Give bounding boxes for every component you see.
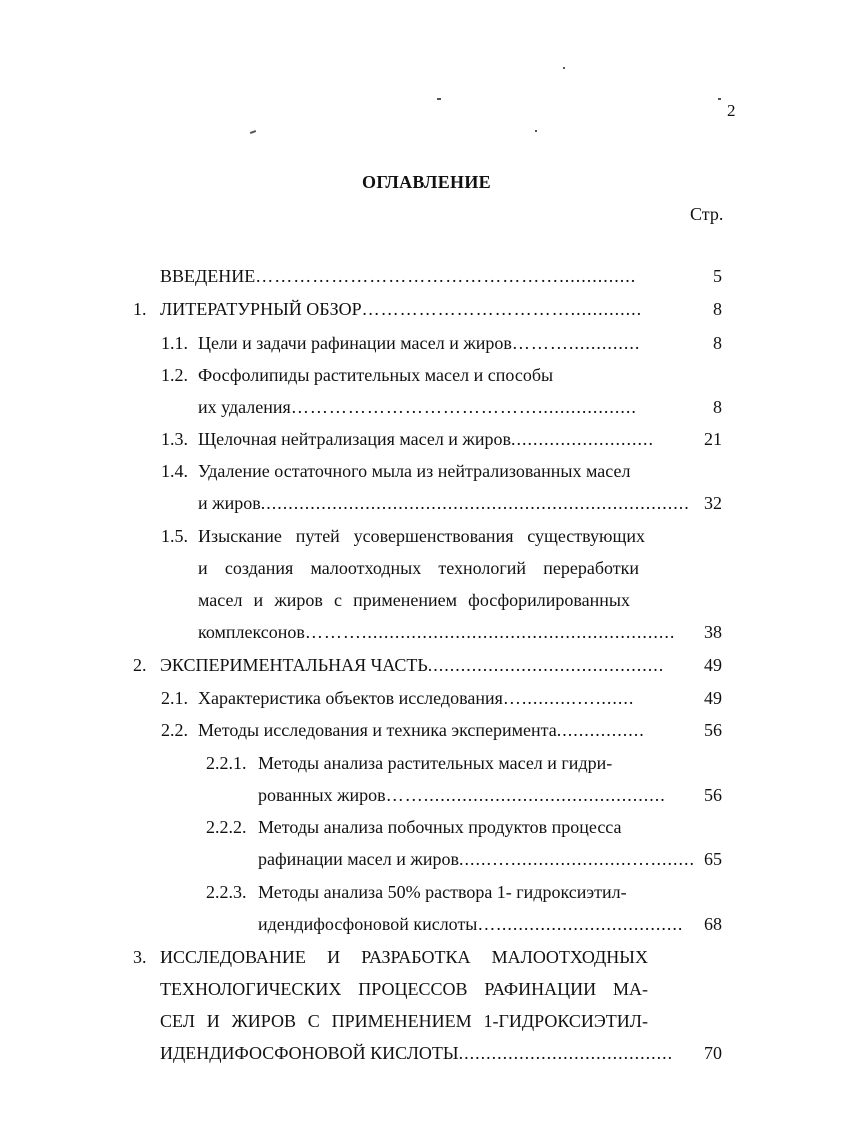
toc-number: 1.5. (161, 526, 188, 546)
toc-entry-text: рованных жиров (258, 785, 386, 805)
toc-entry-line: и создания малоотходных технологий переработки (198, 558, 639, 578)
toc-leader: ……………………………............. (361, 299, 643, 319)
toc-entry-line: Удаление остаточного мыла из нейтрализованных масел (198, 461, 631, 481)
toc-leader: .......................... (511, 429, 655, 449)
toc-entry-text: Методы исследования и техника эксперимента (198, 720, 557, 740)
toc-entry-text: Характеристика объектов исследования (198, 688, 503, 708)
toc-entry-line: СЕЛ И ЖИРОВ С ПРИМЕНЕНИЕМ 1-ГИДРОКСИЭТИЛ- (160, 1011, 648, 1031)
toc-number: 1.2. (161, 365, 188, 385)
toc-number: 1. (133, 299, 147, 319)
toc-page: 8 (713, 333, 722, 353)
toc-entry-text: и жиров (198, 493, 261, 513)
toc-leader: ......…......................…........ (458, 849, 695, 869)
toc-page: 8 (713, 299, 722, 319)
toc-page: 49 (704, 655, 722, 675)
toc-number: 2.1. (161, 688, 188, 708)
toc-number: 1.4. (161, 461, 188, 481)
toc-number: 1.3. (161, 429, 188, 449)
toc-entry-text: Щелочная нейтрализация масел и жиров (198, 429, 512, 449)
toc-entry-line: Методы анализа растительных масел и гидри- (258, 753, 613, 773)
toc-leader: …..........…....... (502, 688, 635, 708)
toc-entry-line: Фосфолипиды растительных масел и способы (198, 365, 554, 385)
toc-entry-text: рафинации масел и жиров (258, 849, 459, 869)
toc-number: 2.2.3. (206, 882, 247, 902)
toc-entry-text: ЭКСПЕРИМЕНТАЛЬНАЯ ЧАСТЬ (160, 655, 428, 675)
toc-page: 68 (704, 914, 722, 934)
toc-leader: ………............. (511, 333, 641, 353)
toc-leader: ………………………………………….............. (255, 266, 637, 286)
toc-entry-text: ВВЕДЕНИЕ (160, 266, 256, 286)
toc-page: 56 (704, 720, 722, 740)
toc-page: 70 (704, 1043, 722, 1063)
toc-number: 1.1. (161, 333, 188, 353)
page-column-label: Стр. (690, 204, 724, 224)
toc-entry-line: ТЕХНОЛОГИЧЕСКИХ ПРОЦЕССОВ РАФИНАЦИИ МА- (160, 979, 648, 999)
toc-entry-text: ЛИТЕРАТУРНЫЙ ОБЗОР (160, 299, 362, 319)
toc-entry-text: Цели и задачи рафинации масел и жиров (198, 333, 512, 353)
toc-page: 56 (704, 785, 722, 805)
toc-leader: ........................................... (427, 655, 665, 675)
toc-number: 2.2.1. (206, 753, 247, 773)
toc-number: 2. (133, 655, 147, 675)
toc-leader: ….................................. (477, 914, 684, 934)
toc-leader: ....................................... (458, 1043, 674, 1063)
toc-page: 65 (704, 849, 722, 869)
toc-page: 8 (713, 397, 722, 417)
toc-entry-line: Изыскание путей усовершенствования существующих (198, 526, 645, 546)
toc-entry-line: Методы анализа побочных продуктов процесса (258, 817, 622, 837)
toc-page: 21 (704, 429, 722, 449)
toc-number: 3. (133, 947, 147, 967)
toc-leader: ................ (556, 720, 645, 740)
toc-page: 38 (704, 622, 722, 642)
toc-entry-line: масел и жиров с применением фосфорилированных (198, 590, 630, 610)
toc-leader: ………………………………….................. (290, 397, 637, 417)
toc-leader: ……............................................ (385, 785, 666, 805)
toc-leader: ………......................................................... (304, 622, 676, 642)
toc-page: 32 (704, 493, 722, 513)
toc-number: 2.2.2. (206, 817, 247, 837)
toc-entry-line: ИССЛЕДОВАНИЕ И РАЗРАБОТКА МАЛООТХОДНЫХ (160, 947, 648, 967)
toc-entry-text: ИДЕНДИФОСФОНОВОЙ КИСЛОТЫ (160, 1043, 459, 1063)
toc-number: 2.2. (161, 720, 188, 740)
page-number: 2 (727, 101, 736, 120)
toc-page: 49 (704, 688, 722, 708)
toc-entry-text: их удаления (198, 397, 291, 417)
page-title: ОГЛАВЛЕНИЕ (362, 172, 491, 192)
toc-leader: .............................................................................. (260, 493, 690, 513)
toc-entry-line: Методы анализа 50% раствора 1- гидроксиэтил- (258, 882, 627, 902)
toc-page: 5 (713, 266, 722, 286)
toc-entry-text: идендифосфоновой кислоты (258, 914, 478, 934)
toc-entry-text: комплексонов (198, 622, 305, 642)
